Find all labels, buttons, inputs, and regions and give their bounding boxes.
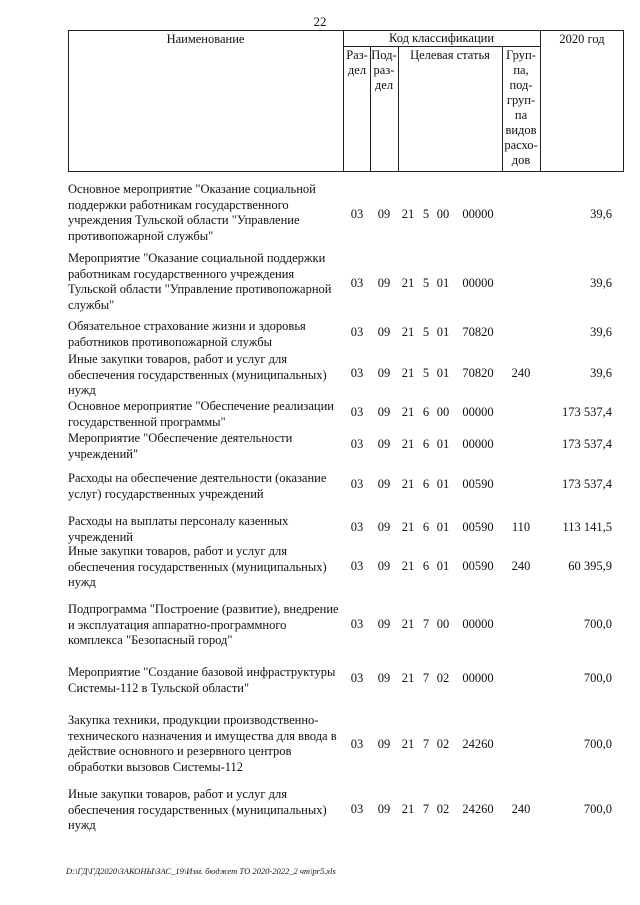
- row-name: Расходы на выплаты персоналу казенных учреждений: [68, 514, 289, 544]
- row-target-4: 00000: [462, 617, 494, 631]
- row-name: Закупка техники, продукции производственно-технического назначения и имущества для ввода в действие основного и резервного центров обработки вызовов Системы-112: [68, 713, 337, 774]
- header-right-border: [623, 30, 624, 172]
- row-target-4: 00590: [462, 520, 494, 534]
- row-group: 110: [511, 520, 531, 534]
- row-podrazdel: 09: [377, 405, 391, 419]
- row-podrazdel: 09: [377, 276, 391, 290]
- table-row: [68, 471, 624, 502]
- row-target-1: 21: [401, 325, 415, 339]
- row-target-2: 5: [422, 276, 430, 290]
- row-target-3: 01: [436, 559, 450, 573]
- row-target-3: 00: [436, 617, 450, 631]
- header-razdel: Раз- дел: [346, 48, 368, 77]
- table-row: [68, 713, 624, 775]
- row-target-4: 00590: [462, 559, 494, 573]
- row-target-3: 02: [436, 737, 450, 751]
- table-row: [68, 399, 624, 430]
- row-razdel: 03: [350, 477, 364, 491]
- row-target-4: 70820: [462, 366, 494, 380]
- header-podrazdel: Под- раз- дел: [371, 48, 397, 92]
- header-year: 2020 год: [559, 32, 605, 46]
- row-podrazdel: 09: [377, 802, 391, 816]
- row-target-4: 00000: [462, 671, 494, 685]
- row-target-4: 00000: [462, 207, 494, 221]
- row-name: Основное мероприятие "Оказание социальной поддержки работникам государственного учреждения Тульской области "Управление противопожарной службы": [68, 182, 316, 243]
- row-amount: 39,6: [590, 366, 612, 380]
- row-podrazdel: 09: [377, 671, 391, 685]
- header-code: Код классификации: [388, 31, 495, 45]
- row-target-1: 21: [401, 477, 415, 491]
- row-razdel: 03: [350, 207, 364, 221]
- row-target-1: 21: [401, 276, 415, 290]
- row-target-1: 21: [401, 559, 415, 573]
- row-podrazdel: 09: [377, 477, 391, 491]
- row-razdel: 03: [350, 325, 364, 339]
- table-row: [68, 352, 624, 398]
- header-code-underline: [343, 46, 540, 47]
- row-razdel: 03: [350, 737, 364, 751]
- header-divider-year: [540, 30, 541, 172]
- row-razdel: 03: [350, 671, 364, 685]
- row-target-3: 01: [436, 520, 450, 534]
- row-target-2: 6: [422, 520, 430, 534]
- row-podrazdel: 09: [377, 520, 391, 534]
- row-amount: 39,6: [590, 207, 612, 221]
- table-row: [68, 319, 624, 350]
- row-target-1: 21: [401, 520, 415, 534]
- row-amount: 173 537,4: [562, 477, 612, 491]
- row-amount: 700,0: [583, 802, 612, 816]
- row-target-3: 01: [436, 437, 450, 451]
- row-target-2: 6: [422, 477, 430, 491]
- file-path-footer: D:\ГД\ГД2020\ЗАКОНЫ\ЗАС_19\Изм. бюджет ТО 2020-2022_2 чт\pr5.xls: [66, 866, 336, 876]
- row-target-4: 00590: [462, 477, 494, 491]
- row-razdel: 03: [350, 405, 364, 419]
- row-razdel: 03: [350, 437, 364, 451]
- row-group: 240: [511, 366, 531, 380]
- row-amount: 60 395,9: [568, 559, 612, 573]
- table-row: [68, 182, 624, 244]
- row-razdel: 03: [350, 520, 364, 534]
- row-podrazdel: 09: [377, 437, 391, 451]
- table-row: [68, 431, 624, 462]
- row-name: Иные закупки товаров, работ и услуг для обеспечения государственных (муниципальных) нужд: [68, 787, 327, 832]
- row-target-1: 21: [401, 617, 415, 631]
- row-name: Иные закупки товаров, работ и услуг для обеспечения государственных (муниципальных) нужд: [68, 544, 327, 589]
- row-target-4: 00000: [462, 405, 494, 419]
- row-name: Иные закупки товаров, работ и услуг для обеспечения государственных (муниципальных) нужд: [68, 352, 327, 397]
- row-target-1: 21: [401, 405, 415, 419]
- row-target-1: 21: [401, 737, 415, 751]
- header-left-border: [68, 30, 69, 172]
- row-target-2: 5: [422, 366, 430, 380]
- row-name: Мероприятие "Оказание социальной поддержки работникам государственного учреждения Тульской области "Управление противопожарной службы": [68, 251, 332, 312]
- table-row: [68, 602, 624, 648]
- row-target-2: 7: [422, 617, 430, 631]
- row-podrazdel: 09: [377, 559, 391, 573]
- row-podrazdel: 09: [377, 617, 391, 631]
- row-target-1: 21: [401, 437, 415, 451]
- row-razdel: 03: [350, 617, 364, 631]
- row-target-2: 5: [422, 325, 430, 339]
- row-name: Основное мероприятие "Обеспечение реализации государственной программы": [68, 399, 334, 429]
- row-target-2: 6: [422, 437, 430, 451]
- header-divider-podrazdel: [398, 46, 399, 172]
- row-group: 240: [511, 802, 531, 816]
- table-row: [68, 787, 624, 833]
- row-target-4: 00000: [462, 437, 494, 451]
- row-amount: 700,0: [583, 737, 612, 751]
- row-amount: 173 537,4: [562, 437, 612, 451]
- row-amount: 39,6: [590, 325, 612, 339]
- row-name: Мероприятие "Создание базовой инфраструктуры Системы-112 в Тульской области": [68, 665, 336, 695]
- header-name: Наименование: [166, 32, 245, 46]
- row-target-3: 01: [436, 477, 450, 491]
- row-amount: 113 141,5: [562, 520, 612, 534]
- row-podrazdel: 09: [377, 737, 391, 751]
- row-target-3: 01: [436, 276, 450, 290]
- row-target-2: 6: [422, 559, 430, 573]
- row-target-1: 21: [401, 366, 415, 380]
- row-target-3: 01: [436, 325, 450, 339]
- row-target-2: 7: [422, 802, 430, 816]
- row-target-3: 02: [436, 671, 450, 685]
- row-razdel: 03: [350, 559, 364, 573]
- row-target-4: 00000: [462, 276, 494, 290]
- row-target-4: 70820: [462, 325, 494, 339]
- row-podrazdel: 09: [377, 207, 391, 221]
- page-number: 22: [313, 14, 327, 29]
- row-target-2: 5: [422, 207, 430, 221]
- table-row: [68, 514, 624, 545]
- row-target-3: 02: [436, 802, 450, 816]
- table-row: [68, 665, 624, 696]
- row-target-3: 01: [436, 366, 450, 380]
- row-amount: 39,6: [590, 276, 612, 290]
- table-row: [68, 544, 624, 590]
- row-target-4: 24260: [462, 802, 494, 816]
- row-razdel: 03: [350, 276, 364, 290]
- row-target-4: 24260: [462, 737, 494, 751]
- row-amount: 700,0: [583, 671, 612, 685]
- row-group: 240: [511, 559, 531, 573]
- row-target-2: 7: [422, 671, 430, 685]
- table-header: [68, 30, 624, 172]
- row-target-1: 21: [401, 207, 415, 221]
- row-target-1: 21: [401, 802, 415, 816]
- row-target-1: 21: [401, 671, 415, 685]
- row-amount: 700,0: [583, 617, 612, 631]
- row-name: Обязательное страхование жизни и здоровья работников противопожарной службы: [68, 319, 306, 349]
- header-target: Целевая статья: [410, 48, 490, 62]
- row-target-3: 00: [436, 207, 450, 221]
- row-podrazdel: 09: [377, 366, 391, 380]
- row-target-2: 6: [422, 405, 430, 419]
- row-amount: 173 537,4: [562, 405, 612, 419]
- row-razdel: 03: [350, 802, 364, 816]
- row-target-3: 00: [436, 405, 450, 419]
- row-razdel: 03: [350, 366, 364, 380]
- row-target-2: 7: [422, 737, 430, 751]
- row-podrazdel: 09: [377, 325, 391, 339]
- header-group: Груп- па, под- груп- па видов расхо- дов: [504, 48, 538, 167]
- row-name: Расходы на обеспечение деятельности (оказание услуг) государственных учреждений: [68, 471, 327, 501]
- row-name: Мероприятие "Обеспечение деятельности учреждений": [68, 431, 293, 461]
- row-name: Подпрограмма "Построение (развитие), внедрение и эксплуатация аппаратно-программного комплекса "Безопасный город": [68, 602, 339, 647]
- table-row: [68, 251, 624, 313]
